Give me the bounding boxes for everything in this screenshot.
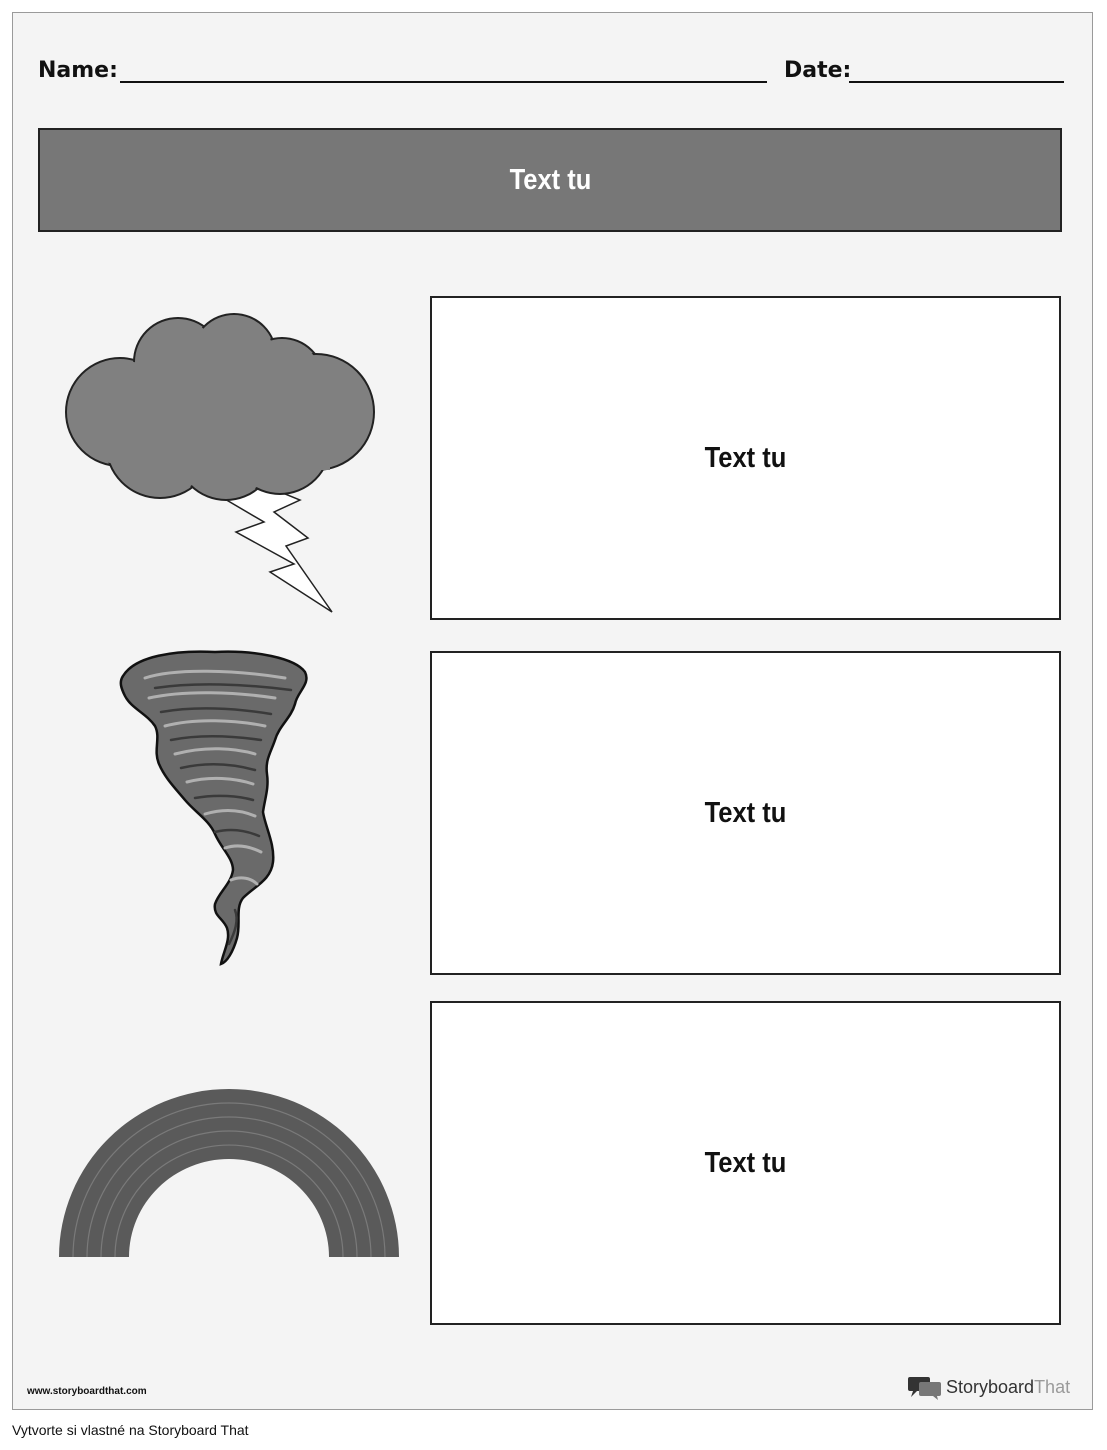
website-url[interactable]: www.storyboardthat.com bbox=[27, 1386, 147, 1397]
rainbow-icon bbox=[55, 1085, 405, 1265]
tornado-icon bbox=[115, 648, 315, 968]
answer-box-2[interactable] bbox=[430, 651, 1061, 975]
answer-box-1[interactable] bbox=[430, 296, 1061, 620]
title-bar[interactable] bbox=[38, 128, 1062, 232]
date-line[interactable] bbox=[849, 81, 1064, 83]
name-line[interactable] bbox=[120, 81, 767, 83]
answer-box-3[interactable] bbox=[430, 1001, 1061, 1325]
storm-cloud-lightning-icon bbox=[60, 310, 390, 620]
answer-box-3-text: Text tu bbox=[704, 1146, 787, 1179]
title-bar-text: Text tu bbox=[509, 163, 591, 196]
storyboardthat-logo[interactable] bbox=[908, 1374, 1070, 1400]
date-label: Date: bbox=[784, 58, 852, 83]
answer-box-1-text: Text tu bbox=[704, 441, 787, 474]
footer-caption[interactable]: Vytvorte si vlastné na Storyboard That bbox=[12, 1422, 249, 1438]
answer-box-2-text: Text tu bbox=[704, 796, 787, 829]
brand-name bbox=[946, 1377, 1070, 1398]
brand-name-part1: Storyboard bbox=[946, 1376, 1035, 1397]
speech-bubbles-icon bbox=[908, 1374, 942, 1400]
brand-name-part2: That bbox=[1034, 1376, 1071, 1397]
name-label: Name: bbox=[38, 58, 118, 83]
